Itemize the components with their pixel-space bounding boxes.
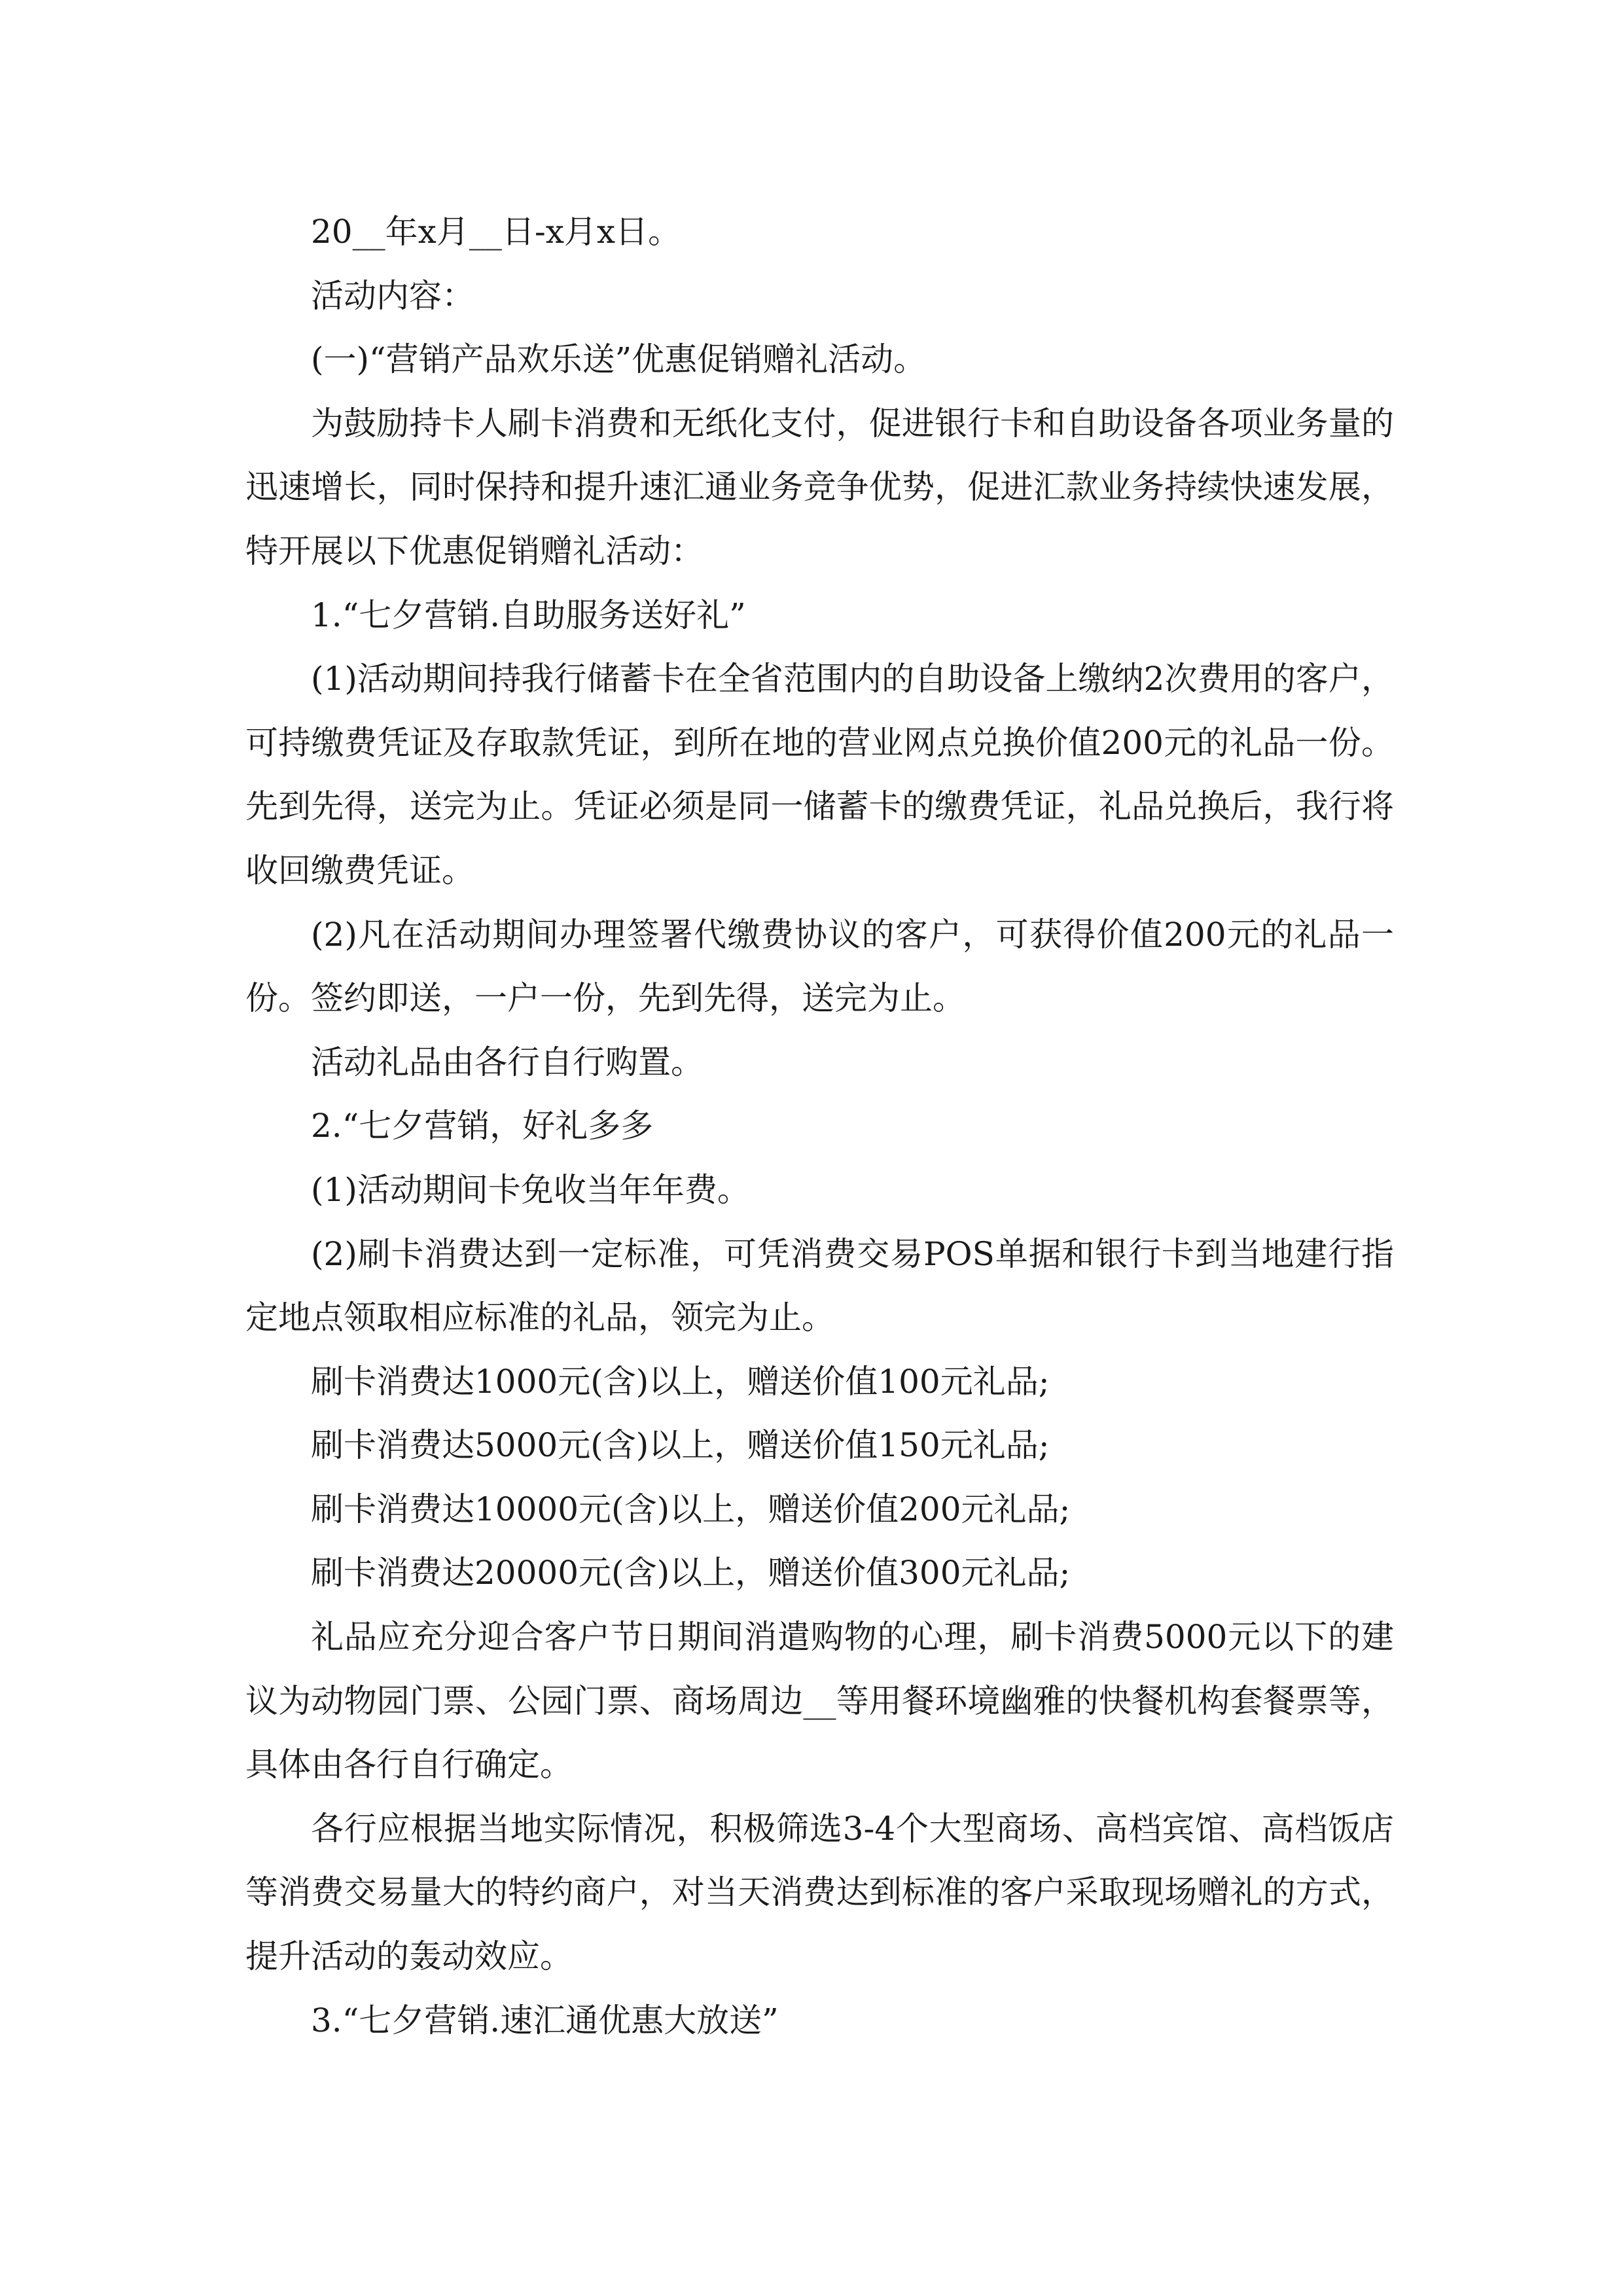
paragraph-merchant-selection: 各行应根据当地实际情况，积极筛选3-4个大型商场、高档宾馆、高档饭店等消费交易量大的特约商户，对当天消费达到标准的客户采取现场赠礼的方式，提升活动的轰动效应。 xyxy=(245,1809,1394,1976)
paragraph-item-3-title: 3.“七夕营销.速汇通优惠大放送” xyxy=(311,2001,779,2039)
paragraph-item-1-title: 1.“七夕营销.自助服务送好礼” xyxy=(311,596,746,634)
paragraph-item-1-rule-1: (1)活动期间持我行储蓄卡在全省范围内的自助设备上缴纳2次费用的客户，可持缴费凭证及存取款凭证，到所在地的营业网点兑换价值200元的礼品一份。先到先得，送完为止。凭证必须是同一储蓄卡的缴费凭证，礼品兑换后，我行将收回缴费凭证。 xyxy=(245,660,1394,889)
paragraph-item-2-rule-1: (1)活动期间卡免收当年年费。 xyxy=(311,1170,750,1209)
paragraph-activity-content-heading: 活动内容： xyxy=(311,276,474,315)
paragraph-item-1-rule-2: (2)凡在活动期间办理签署代缴费协议的客户，可获得价值200元的礼品一份。签约即送，一户一份，先到先得，送完为止。 xyxy=(245,915,1394,1018)
paragraph-item-2-rule-2: (2)刷卡消费达到一定标准，可凭消费交易POS单据和银行卡到当地建行指定地点领取相应标准的礼品，领完为止。 xyxy=(245,1234,1394,1337)
paragraph-tier-1000: 刷卡消费达1000元(含)以上，赠送价值100元礼品; xyxy=(311,1362,1050,1401)
paragraph-gift-suggestion: 礼品应充分迎合客户节日期间消遣购物的心理，刷卡消费5000元以下的建议为动物园门票、公园门票、商场周边__等用餐环境幽雅的快餐机构套餐票等，具体由各行自行确定。 xyxy=(245,1618,1394,1784)
paragraph-tier-5000: 刷卡消费达5000元(含)以上，赠送价值150元礼品; xyxy=(311,1426,1050,1465)
document-body xyxy=(245,200,1394,2053)
paragraph-gift-purchase-note: 活动礼品由各行自行购置。 xyxy=(311,1043,704,1081)
paragraph-item-2-title: 2.“七夕营销，好礼多多 xyxy=(311,1107,654,1145)
paragraph-tier-20000: 刷卡消费达20000元(含)以上，赠送价值300元礼品; xyxy=(311,1554,1071,1592)
paragraph-intro: 为鼓励持卡人刷卡消费和无纸化支付，促进银行卡和自助设备各项业务量的迅速增长，同时保持和提升速汇通业务竞争优势，促进汇款业务持续快速发展，特开展以下优惠促销赠礼活动： xyxy=(245,404,1394,570)
paragraph-section-one-title: (一)“营销产品欢乐送”优惠促销赠礼活动。 xyxy=(311,340,927,379)
paragraph-date-range: 20__年x月__日-x月x日。 xyxy=(311,213,681,251)
paragraph-tier-10000: 刷卡消费达10000元(含)以上，赠送价值200元礼品; xyxy=(311,1490,1071,1528)
